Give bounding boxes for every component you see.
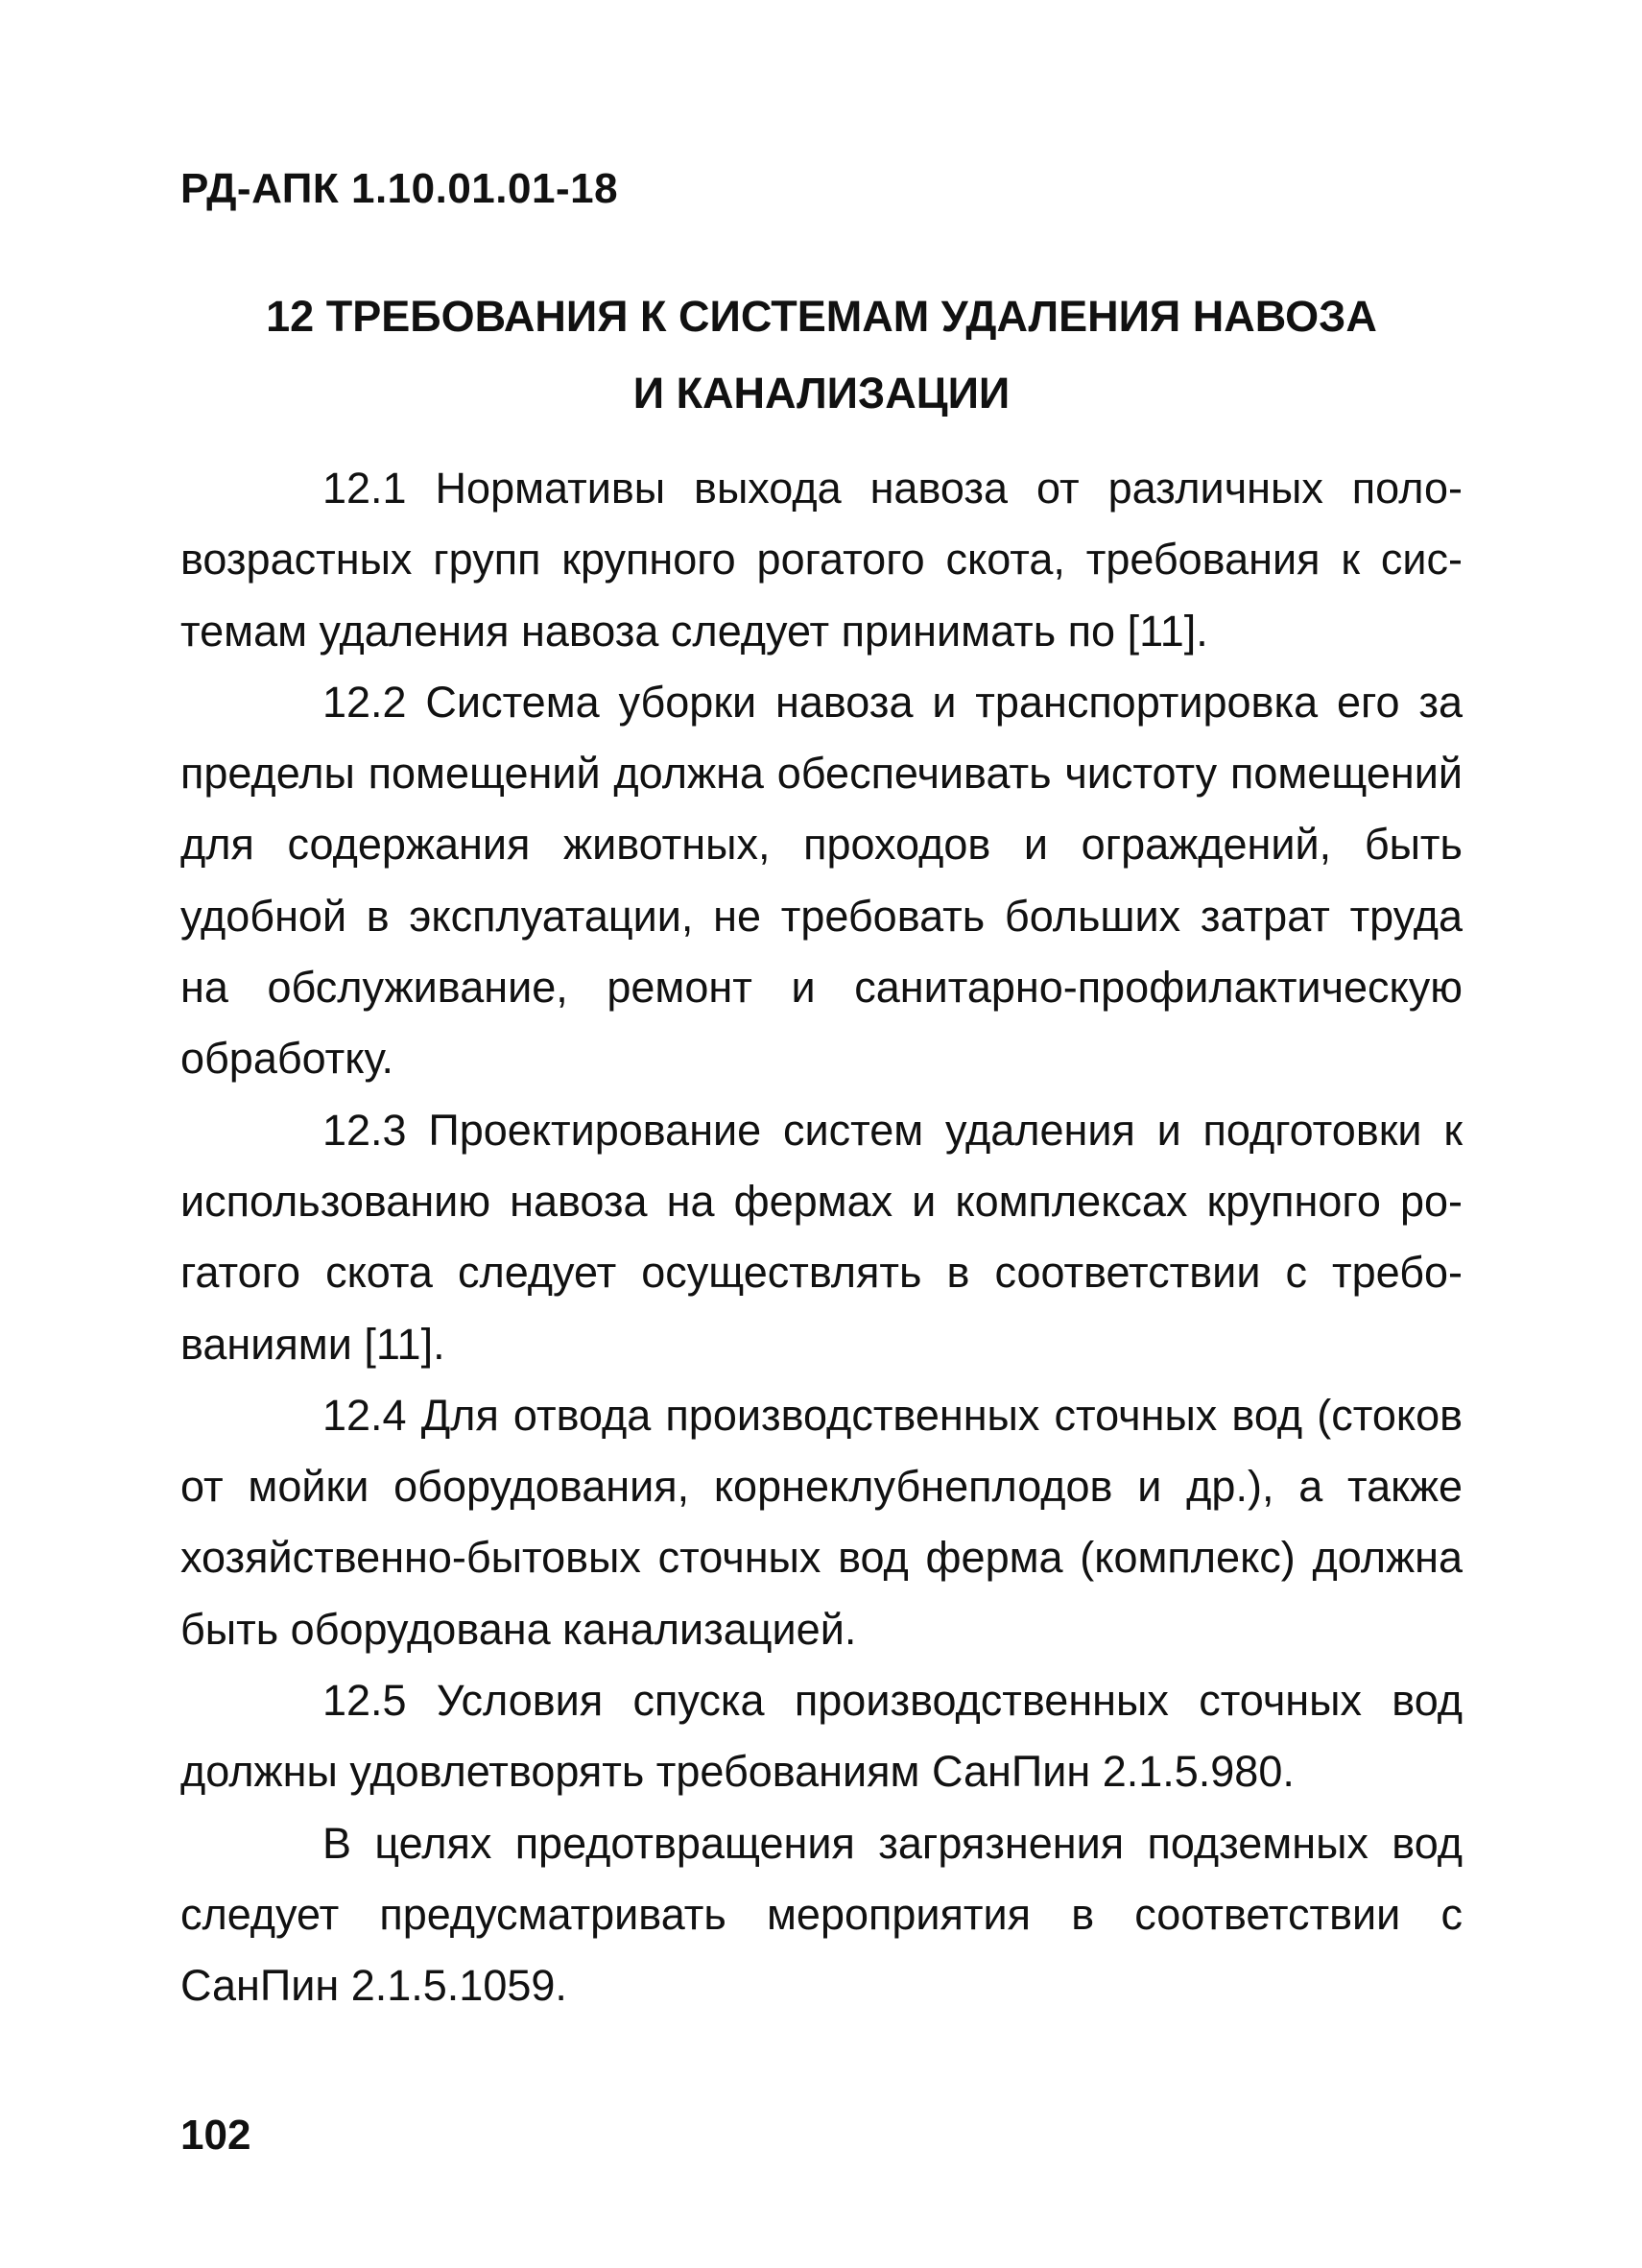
body-text [180, 453, 1463, 2022]
section-title [180, 278, 1463, 432]
section-title-line-1: 12 ТРЕБОВАНИЯ К СИСТЕМАМ УДАЛЕНИЯ НАВОЗА [266, 292, 1377, 341]
section-title-line-2: И КАНАЛИЗАЦИИ [632, 369, 1011, 418]
paragraph-12-5: 12.5 Условия спуска производственных сточных вод должны удовлетворять требованиям СанПин 2.1.5.980. [180, 1676, 1463, 1797]
document-code: РД-АПК 1.10.01.01-18 [180, 165, 619, 212]
page-number: 102 [180, 2112, 251, 2159]
paragraph-12-2: 12.2 Система уборки навоза и транспортировка его за пределы помещений должна обеспечивать чистоту помещений для содержания животных, проходов и ограждений, быть удобной в эксплуатации, не требовать больших затрат труда на обслуживание, ремонт и санитарно-профилактическую обработку. [180, 677, 1463, 1084]
paragraph-12-4: 12.4 Для отвода производственных сточных вод (стоков от мойки оборудования, корнеклубнеплодов и др.), а также хозяйственно-бытовых сточных вод ферма (комплекс) должна быть оборудована канализацией. [180, 1390, 1463, 1654]
paragraph-12-1: 12.1 Нормативы выхода навоза от различных половозрастных групп крупного рогатого скота, требования к системам удаления навоза следует принимать по [11]. [180, 464, 1463, 656]
paragraph-12-3: 12.3 Проектирование систем удаления и подготовки к использованию навоза на фермах и комплексах крупного рогатого скота следует осуществлять в соответствии с требованиями [11]. [180, 1105, 1463, 1369]
paragraph-groundwater: В целях предотвращения загрязнения подземных вод следует предусматривать мероприятия в соответствии с СанПин 2.1.5.1059. [180, 1818, 1463, 2011]
